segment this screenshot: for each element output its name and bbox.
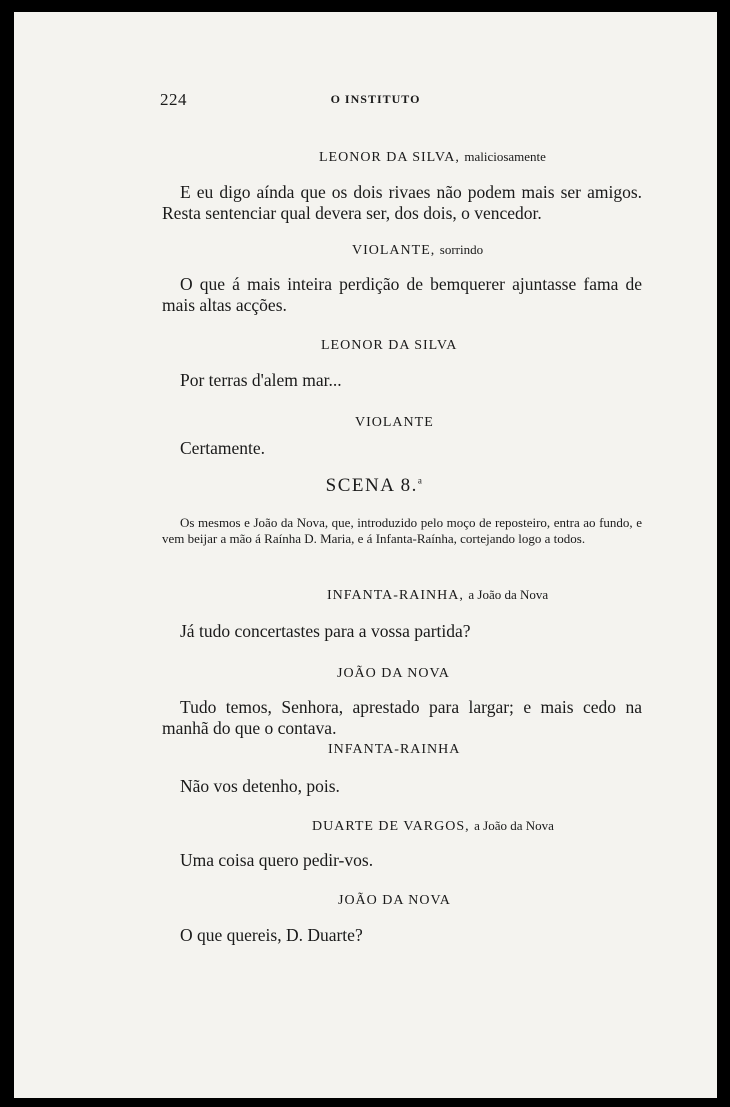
scene-title-text: SCENA 8.: [325, 475, 418, 496]
speaker-name: JOÃO DA NOVA: [337, 666, 450, 681]
speaker-name: VIOLANTE: [355, 415, 434, 430]
speaker-heading: [312, 818, 554, 835]
dialogue-line: Certamente.: [180, 438, 266, 458]
stage-directions-paragraph: Os mesmos e João da Nova, que, introduzido pelo moço de reposteiro, entra ao fundo, e vem beijar a mão á Raínha D. Maria, e á Infanta-Raínha, cortejando logo a todos.: [162, 515, 642, 546]
page-number: 224: [160, 90, 187, 109]
speaker-heading: [327, 587, 548, 604]
speaker-heading: [337, 666, 450, 682]
speaker-heading: [328, 742, 460, 758]
dialogue-line: O que quereis, D. Duarte?: [180, 925, 363, 945]
running-title: O INSTITUTO: [330, 92, 421, 106]
dialogue-line: Não vos detenho, pois.: [180, 776, 340, 796]
speaker-heading: [338, 893, 451, 909]
dialogue-line: E eu digo aínda que os dois rivaes não podem mais ser amigos. Resta sentenciar qual devera ser, dos dois, o vencedor.: [162, 182, 642, 223]
book-page: [14, 12, 717, 1098]
speaker-heading: [355, 415, 434, 431]
dialogue-line: Por terras d'alem mar...: [180, 370, 342, 390]
dialogue-line: O que á mais inteira perdição de bemquerer ajuntasse fama de mais altas acções.: [162, 274, 642, 315]
speaker-name: DUARTE DE VARGOS,: [312, 819, 470, 834]
speaker-name: VIOLANTE,: [352, 243, 436, 258]
speaker-heading: [321, 338, 457, 354]
speaker-name: LEONOR DA SILVA: [321, 338, 458, 353]
stage-direction: a João da Nova: [468, 587, 549, 602]
scene-title: [14, 475, 717, 497]
speaker-name: LEONOR DA SILVA,: [319, 150, 460, 165]
dialogue-line: Já tudo concertastes para a vossa partida?: [180, 621, 471, 641]
speaker-name: JOÃO DA NOVA: [338, 893, 451, 908]
speaker-name: INFANTA-RAINHA,: [327, 588, 464, 603]
speaker-heading: [319, 149, 546, 166]
stage-direction: maliciosamente: [464, 149, 546, 164]
page-header: [14, 90, 717, 114]
dialogue-line: Tudo temos, Senhora, aprestado para largar; e mais cedo na manhã do que o contava.: [162, 697, 642, 738]
stage-direction: a João da Nova: [474, 818, 554, 833]
stage-direction: sorrindo: [439, 242, 484, 257]
speaker-heading: [352, 242, 483, 259]
ordinal-mark: a: [417, 475, 424, 486]
dialogue-line: Uma coisa quero pedir-vos.: [180, 850, 374, 870]
speaker-name: INFANTA-RAINHA: [328, 742, 461, 757]
